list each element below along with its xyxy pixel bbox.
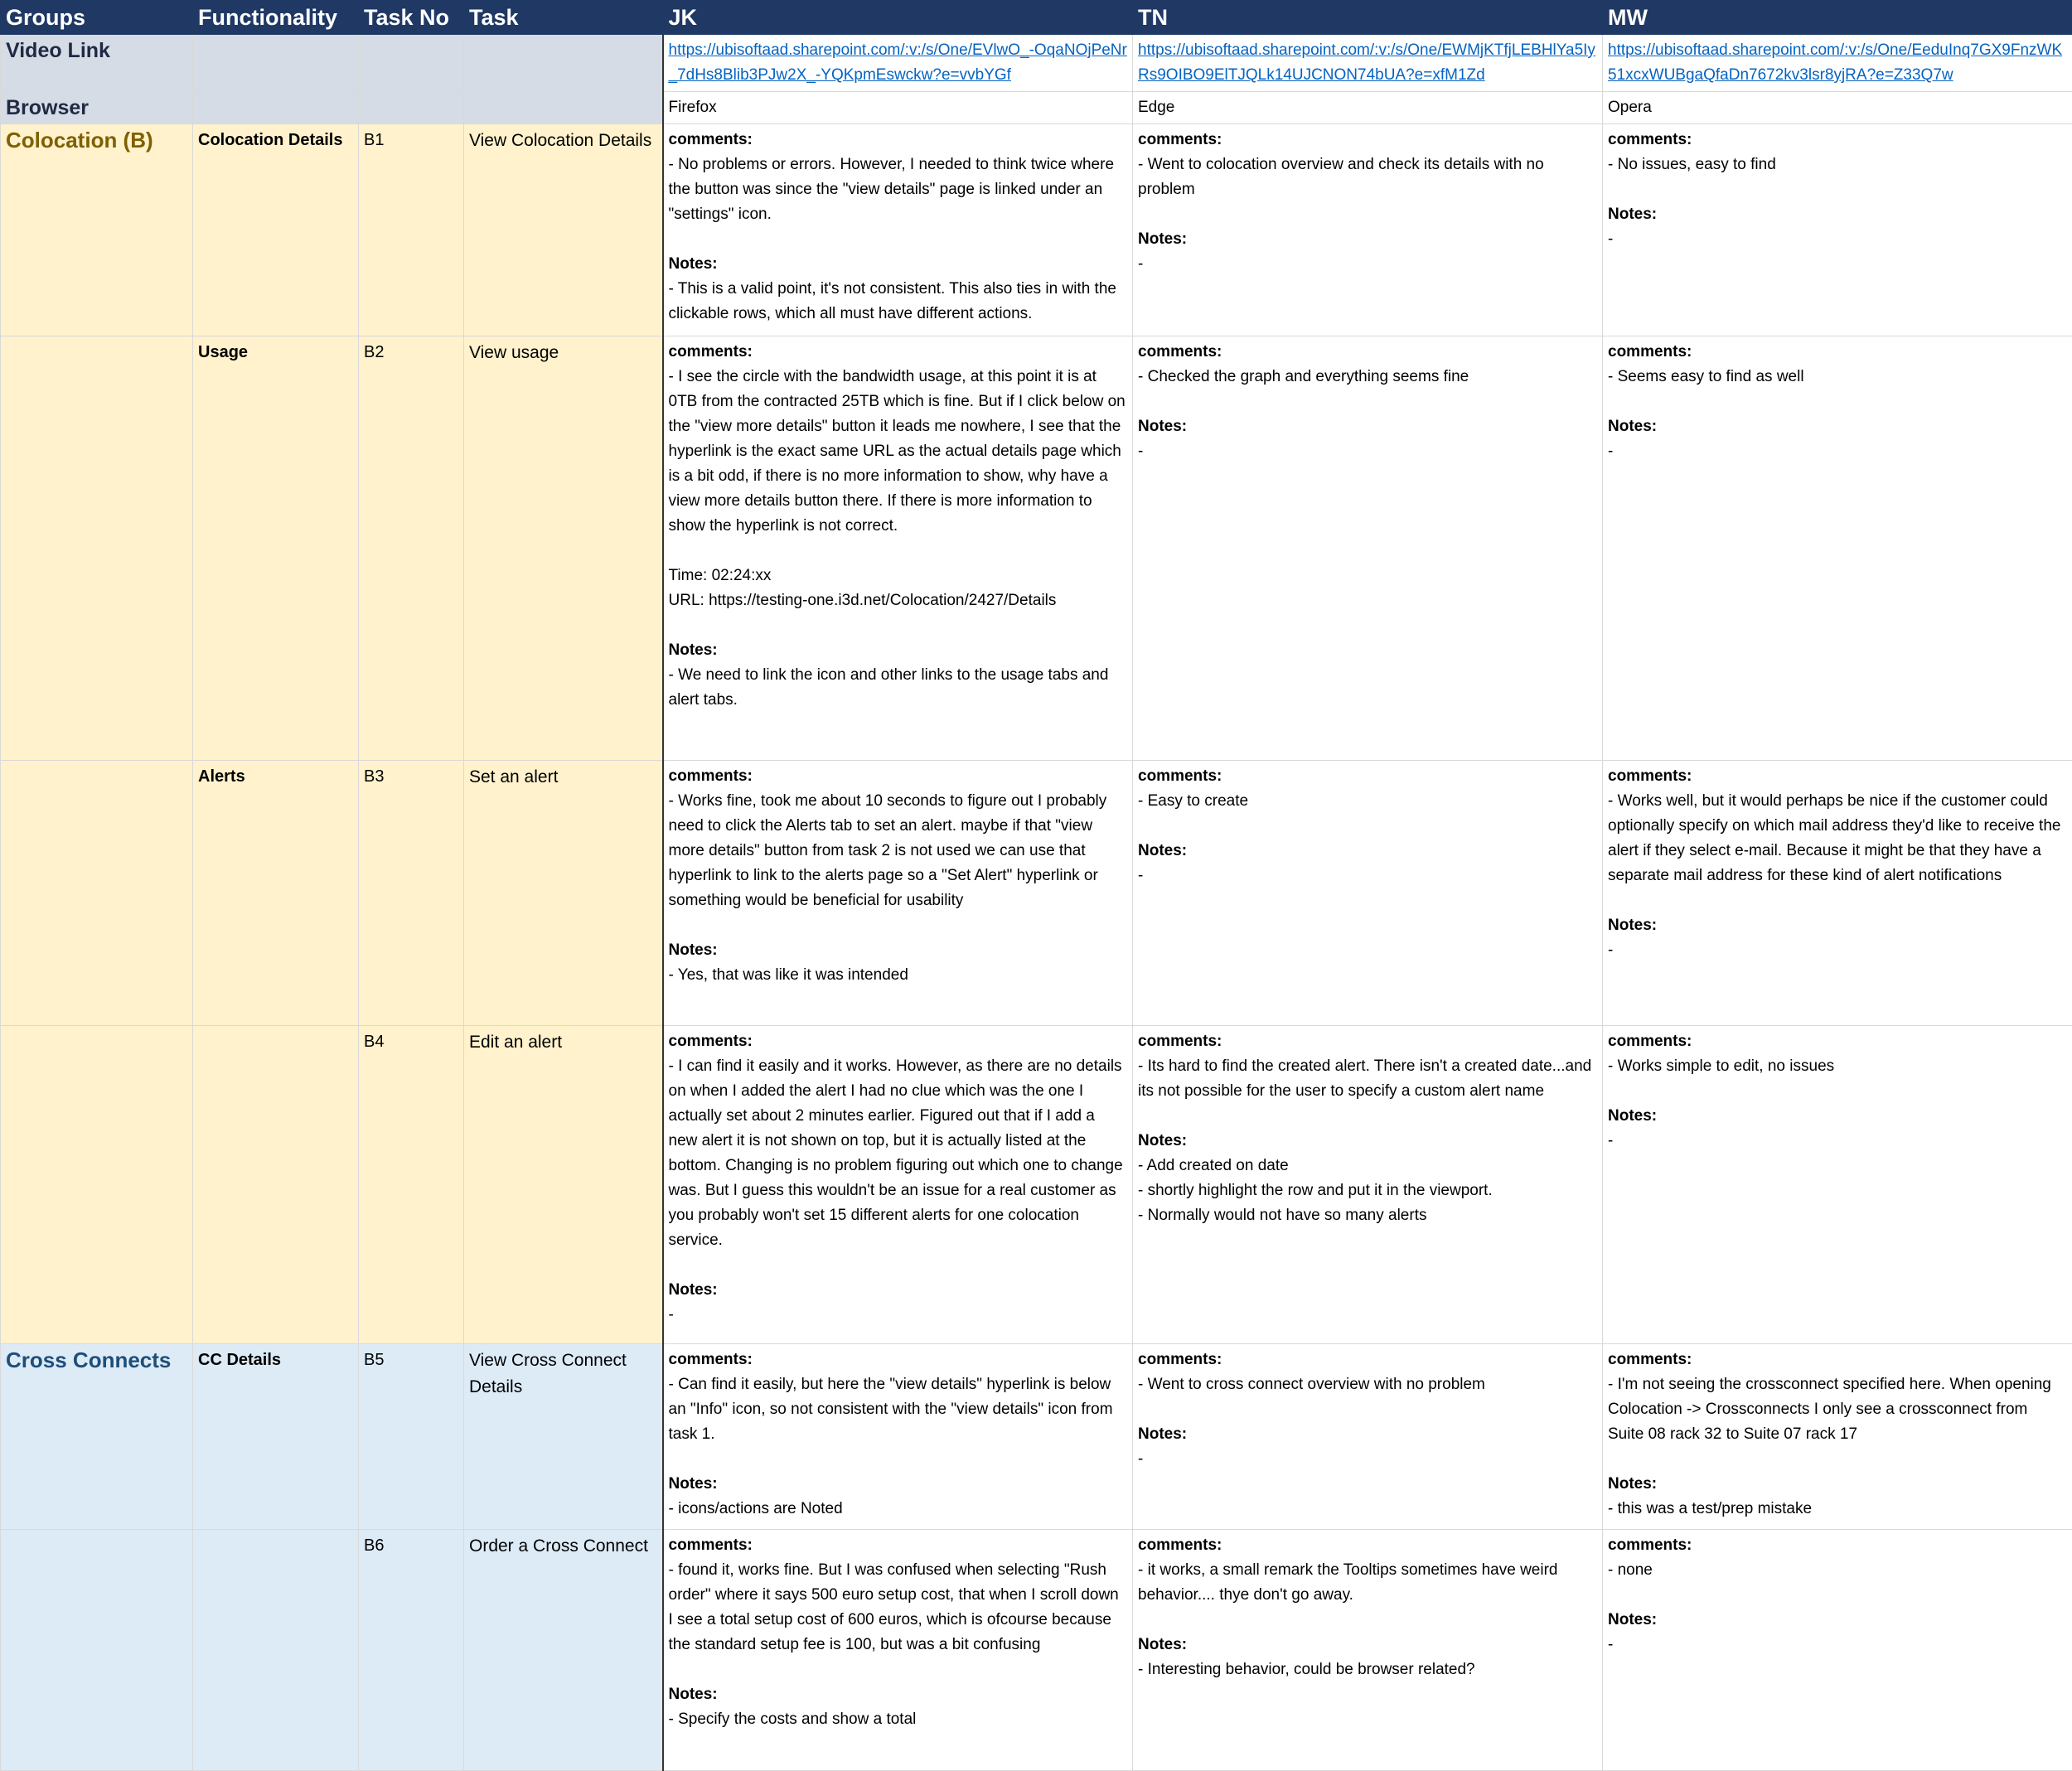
comments-label: comments:	[1138, 1533, 1597, 1558]
functionality-cell[interactable]	[193, 1344, 359, 1530]
feedback-cell-mw[interactable]	[1603, 336, 2072, 761]
comments-text: - Can find it easily, but here the "view details" hyperlink is below an "Info" icon, so not consistent with the "view details" icon from task 1.	[669, 1372, 1128, 1447]
browser-row	[1, 92, 2072, 124]
spacer	[1608, 177, 2067, 202]
functionality-cell[interactable]	[193, 1026, 359, 1344]
notes-label: Notes:	[669, 252, 1128, 277]
functionality-cell[interactable]	[193, 124, 359, 336]
task-cell[interactable]	[464, 336, 663, 761]
task-cell[interactable]	[464, 761, 663, 1026]
notes-label: Notes:	[1138, 1129, 1597, 1154]
task-number: B5	[364, 1351, 384, 1369]
task-row-b3	[1, 761, 2072, 1026]
spacer	[669, 1447, 1128, 1472]
comments-label: comments:	[669, 128, 1128, 152]
notes-label: Notes:	[1608, 1104, 2067, 1129]
spacer	[669, 227, 1128, 252]
comments-text: - I'm not seeing the crossconnect specified here. When opening Colocation -> Crossconnects I only see a crossconnect from Suite 08 rack 32 to Suite 07 rack 17	[1608, 1372, 2067, 1447]
task-row-b1	[1, 124, 2072, 336]
task-number: B4	[364, 1033, 384, 1051]
comments-label: comments:	[669, 340, 1128, 365]
group-cell[interactable]	[1, 1530, 193, 1771]
feedback-cell-mw[interactable]	[1603, 124, 2072, 336]
video-link-cell-mw[interactable]	[1603, 35, 2072, 92]
feedback-cell-jk[interactable]	[663, 336, 1133, 761]
header-tn[interactable]: TN	[1133, 1, 1603, 35]
notes-label: Notes:	[1608, 202, 2067, 227]
comments-label: comments:	[1608, 1348, 2067, 1372]
group-name-cross-connects: Cross Connects	[6, 1348, 171, 1372]
comments-text: - Went to cross connect overview with no problem	[1138, 1372, 1597, 1397]
comments-text: - Checked the graph and everything seems fine	[1138, 365, 1597, 390]
comments-label: comments:	[1608, 340, 2067, 365]
notes-text: - this was a test/prep mistake	[1608, 1497, 2067, 1522]
notes-label: Notes:	[1138, 839, 1597, 864]
comments-label: comments:	[1608, 1029, 2067, 1054]
task-number: B1	[364, 131, 384, 149]
spacer	[669, 613, 1128, 638]
spacer	[669, 913, 1128, 938]
task-number: B3	[364, 767, 384, 786]
comments-label: comments:	[1608, 764, 2067, 789]
browser-jk[interactable]: Firefox	[663, 92, 1133, 124]
comments-text: - it works, a small remark the Tooltips sometimes have weird behavior.... thye don't go away.	[1138, 1558, 1597, 1608]
feedback-cell-jk[interactable]	[663, 1026, 1133, 1344]
notes-text: -	[1608, 1633, 2067, 1657]
notes-text: -	[1138, 1447, 1597, 1472]
functionality-cell[interactable]	[193, 761, 359, 1026]
feedback-cell-mw[interactable]	[1603, 1344, 2072, 1530]
blank-cell[interactable]	[464, 92, 663, 124]
video-link-label[interactable]: Video Link	[1, 35, 193, 92]
notes-label: Notes:	[669, 1472, 1128, 1497]
comments-text: - I see the circle with the bandwidth usage, at this point it is at 0TB from the contracted 25TB which is fine. But if I click below on the "view more details" button it leads me nowhere, I see that the hyperlink is the exact same URL as the actual details page which is a bit odd, if there is no more information to show, why have a view more details button there. If there is more information to show the hyperlink is not correct. Time: 02:24:xx URL: https://testing-one.i3d.net/Colocation/2427/Details	[669, 365, 1128, 613]
comments-text: - No problems or errors. However, I needed to think twice where the button was since the "view details" page is linked under an "settings" icon.	[669, 152, 1128, 227]
task-name: View Cross Connect Details	[469, 1351, 627, 1396]
notes-label: Notes:	[669, 638, 1128, 663]
header-jk[interactable]: JK	[663, 1, 1133, 35]
notes-label: Notes:	[669, 1278, 1128, 1303]
task-row-b6	[1, 1530, 2072, 1771]
comments-text: - Seems easy to find as well	[1608, 365, 2067, 390]
comments-text: - Easy to create	[1138, 789, 1597, 814]
video-link-tn[interactable]: https://ubisoftaad.sharepoint.com/:v:/s/One/EWMjKTfjLEBHlYa5IyRs9OIBO9ElTJQLk14UJCNON74bUA?e=xfM1Zd	[1138, 41, 1595, 84]
task-cell[interactable]	[464, 1344, 663, 1530]
notes-label: Notes:	[1138, 1633, 1597, 1657]
comments-text: - Works fine, took me about 10 seconds to figure out I probably need to click the Alerts tab to set an alert. maybe if that "view more details" button from task 2 is not used we can use that hyperlink to link to the alerts page so a "Set Alert" hyperlink or something would be beneficial for usability	[669, 789, 1128, 913]
comments-label: comments:	[1608, 1533, 2067, 1558]
task-no-cell[interactable]	[359, 1530, 464, 1771]
task-name: View Colocation Details	[469, 131, 651, 150]
comments-text: - none	[1608, 1558, 2067, 1583]
feedback-cell-tn[interactable]	[1133, 336, 1603, 761]
spacer	[1138, 1608, 1597, 1633]
notes-label: Notes:	[1138, 414, 1597, 439]
blank-cell[interactable]	[359, 92, 464, 124]
comments-label: comments:	[1138, 340, 1597, 365]
notes-text: - We need to link the icon and other links to the usage tabs and alert tabs.	[669, 663, 1128, 713]
task-no-cell[interactable]	[359, 124, 464, 336]
notes-label: Notes:	[1608, 1472, 2067, 1497]
group-cell[interactable]	[1, 124, 193, 336]
notes-label: Notes:	[1138, 1422, 1597, 1447]
group-cell[interactable]	[1, 1344, 193, 1530]
video-link-cell-tn[interactable]	[1133, 35, 1603, 92]
comments-text: - I can find it easily and it works. However, as there are no details on when I added the alert I had no clue which was the one I actually set about 2 minutes earlier. Figured out that if I add a new alert it is not shown on top, but it is actually listed at the bottom. Changing is no problem figuring out which one to change was. But I guess this wouldn't be an issue for a real customer as you probably won't set 15 different alerts for one colocation service.	[669, 1054, 1128, 1253]
spacer	[1138, 1104, 1597, 1129]
notes-text: -	[1608, 1129, 2067, 1154]
feedback-cell-tn[interactable]	[1133, 124, 1603, 336]
header-task-no[interactable]: Task No	[359, 1, 464, 35]
header-row	[1, 1, 2072, 35]
comments-text: - No issues, easy to find	[1608, 152, 2067, 177]
spacer	[1138, 202, 1597, 227]
task-row-b5	[1, 1344, 2072, 1530]
video-link-row	[1, 35, 2072, 92]
feedback-cell-tn[interactable]	[1133, 1344, 1603, 1530]
functionality-cell[interactable]	[193, 1530, 359, 1771]
spacer	[1138, 814, 1597, 839]
comments-label: comments:	[1138, 1348, 1597, 1372]
notes-text: - This is a valid point, it's not consistent. This also ties in with the clickable rows, which all must have different actions.	[669, 277, 1128, 327]
notes-label: Notes:	[1138, 227, 1597, 252]
functionality-cell[interactable]	[193, 336, 359, 761]
spacer	[1608, 1583, 2067, 1608]
notes-label: Notes:	[669, 1682, 1128, 1707]
task-row-b4	[1, 1026, 2072, 1344]
task-name: Edit an alert	[469, 1033, 562, 1052]
spacer	[1608, 888, 2067, 913]
notes-text: - icons/actions are Noted	[669, 1497, 1128, 1522]
feedback-cell-jk[interactable]	[663, 124, 1133, 336]
comments-label: comments:	[669, 1533, 1128, 1558]
browser-tn[interactable]: Edge	[1133, 92, 1603, 124]
blank-cell[interactable]	[359, 35, 464, 92]
browser-label[interactable]: Browser	[1, 92, 193, 124]
task-name: View usage	[469, 343, 559, 362]
comments-label: comments:	[1138, 764, 1597, 789]
functionality-label: CC Details	[198, 1351, 281, 1369]
comments-label: comments:	[1608, 128, 2067, 152]
comments-text: - Its hard to find the created alert. There isn't a created date...and its not possible for the user to specify a custom alert name	[1138, 1054, 1597, 1104]
feedback-cell-jk[interactable]	[663, 1344, 1133, 1530]
notes-text: -	[669, 1303, 1128, 1328]
notes-text: -	[1608, 439, 2067, 464]
notes-label: Notes:	[1608, 913, 2067, 938]
functionality-label: Alerts	[198, 767, 245, 786]
feedback-cell-tn[interactable]	[1133, 761, 1603, 1026]
spacer	[669, 1657, 1128, 1682]
group-cell[interactable]	[1, 1026, 193, 1344]
feedback-cell-jk[interactable]	[663, 761, 1133, 1026]
notes-label: Notes:	[1608, 414, 2067, 439]
group-name-colocation: Colocation (B)	[6, 128, 153, 152]
task-no-cell[interactable]	[359, 761, 464, 1026]
feedback-cell-mw[interactable]	[1603, 1530, 2072, 1771]
functionality-label: Colocation Details	[198, 131, 342, 149]
spacer	[1608, 390, 2067, 414]
task-number: B6	[364, 1536, 384, 1555]
spacer	[1608, 1079, 2067, 1104]
spacer	[1608, 1447, 2067, 1472]
browser-mw[interactable]: Opera	[1603, 92, 2072, 124]
notes-text: - Interesting behavior, could be browser related?	[1138, 1657, 1597, 1682]
task-name: Order a Cross Connect	[469, 1536, 648, 1556]
header-task[interactable]: Task	[464, 1, 663, 35]
blank-cell[interactable]	[193, 35, 359, 92]
task-no-cell[interactable]	[359, 1344, 464, 1530]
notes-text: - Yes, that was like it was intended	[669, 963, 1128, 988]
comments-text: - Works well, but it would perhaps be nice if the customer could optionally specify on which mail address they'd like to receive the alert if they select e-mail. Because it might be that they have a separate mail address for these kind of alert notifications	[1608, 789, 2067, 888]
task-name: Set an alert	[469, 767, 558, 786]
video-link-jk[interactable]: https://ubisoftaad.sharepoint.com/:v:/s/One/EVlwO_-OqaNOjPeNr_7dHs8Blib3PJw2X_-YQKpmEswckw?e=vvbYGf	[669, 41, 1127, 84]
task-cell[interactable]	[464, 1026, 663, 1344]
video-link-mw[interactable]: https://ubisoftaad.sharepoint.com/:v:/s/One/EeduInq7GX9FnzWK51xcxWUBgaQfaDn7672kv3lsr8yjRA?e=Z33Q7w	[1608, 41, 2062, 84]
group-cell[interactable]	[1, 336, 193, 761]
comments-label: comments:	[1138, 1029, 1597, 1054]
comments-label: comments:	[669, 764, 1128, 789]
header-functionality[interactable]: Functionality	[193, 1, 359, 35]
feedback-cell-mw[interactable]	[1603, 1026, 2072, 1344]
feedback-cell-jk[interactable]	[663, 1530, 1133, 1771]
task-no-cell[interactable]	[359, 1026, 464, 1344]
spacer	[1138, 1397, 1597, 1422]
notes-text: -	[1608, 227, 2067, 252]
header-groups[interactable]: Groups	[1, 1, 193, 35]
notes-text: -	[1138, 439, 1597, 464]
task-row-b2	[1, 336, 2072, 761]
feedback-cell-tn[interactable]	[1133, 1530, 1603, 1771]
blank-cell[interactable]	[464, 35, 663, 92]
comments-text: - Went to colocation overview and check its details with no problem	[1138, 152, 1597, 202]
notes-text: - Add created on date - shortly highlight the row and put it in the viewport. - Normally would not have so many alerts	[1138, 1154, 1597, 1228]
comments-text: - found it, works fine. But I was confused when selecting "Rush order" where it says 500 euro setup cost, that when I scroll down I see a total setup cost of 600 euros, which is ofcourse because the standard setup fee is 100, but was a bit confusing	[669, 1558, 1128, 1657]
task-number: B2	[364, 343, 384, 361]
group-cell[interactable]	[1, 761, 193, 1026]
spacer	[669, 1253, 1128, 1278]
notes-text: -	[1138, 864, 1597, 888]
notes-label: Notes:	[669, 938, 1128, 963]
comments-text: - Works simple to edit, no issues	[1608, 1054, 2067, 1079]
video-link-cell-jk[interactable]	[663, 35, 1133, 92]
task-no-cell[interactable]	[359, 336, 464, 761]
notes-text: - Specify the costs and show a total	[669, 1707, 1128, 1732]
task-cell[interactable]	[464, 1530, 663, 1771]
comments-label: comments:	[1138, 128, 1597, 152]
feedback-cell-tn[interactable]	[1133, 1026, 1603, 1344]
functionality-label: Usage	[198, 343, 248, 361]
feedback-cell-mw[interactable]	[1603, 761, 2072, 1026]
notes-text: -	[1608, 938, 2067, 963]
blank-cell[interactable]	[193, 92, 359, 124]
comments-label: comments:	[669, 1029, 1128, 1054]
notes-label: Notes:	[1608, 1608, 2067, 1633]
spacer	[1138, 390, 1597, 414]
header-mw[interactable]: MW	[1603, 1, 2072, 35]
comments-label: comments:	[669, 1348, 1128, 1372]
notes-text: -	[1138, 252, 1597, 277]
task-cell[interactable]	[464, 124, 663, 336]
